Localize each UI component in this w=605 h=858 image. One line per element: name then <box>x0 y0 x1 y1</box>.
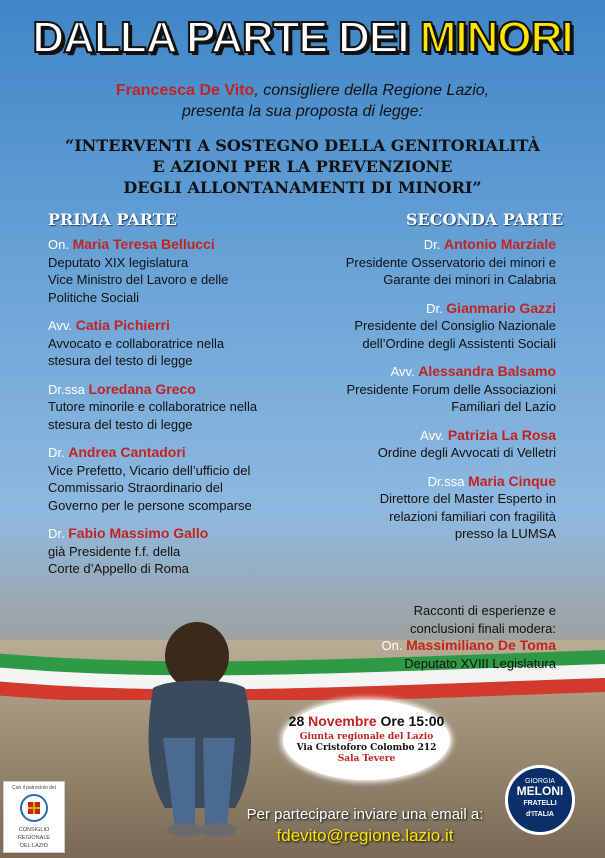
speaker-title: Avv. <box>420 427 448 443</box>
speaker-title: Avv. <box>48 318 76 333</box>
speaker-role-line: Politiche Sociali <box>48 289 140 305</box>
speaker-name: Patrizia La Rosa <box>447 426 556 443</box>
speaker-name: Alessandra Balsamo <box>418 363 556 379</box>
speaker-title: Dr. <box>48 445 69 460</box>
intro <box>0 80 605 122</box>
speaker-entry <box>48 317 298 370</box>
patrocinio-org1: CONSIGLIO <box>18 827 50 833</box>
speaker-title: Dr.ssa <box>427 473 469 489</box>
patrocinio-logo <box>3 781 65 853</box>
badge-line2: MELONI <box>516 784 564 798</box>
speaker-role-line: stesura del testo di legge <box>48 353 193 368</box>
speaker-role-line: Deputato XIX legislatura <box>48 254 189 270</box>
event-room: Sala Tevere <box>337 754 396 764</box>
moderator-intro1: Racconti di esperienze e <box>413 603 556 618</box>
speaker-title: Dr. <box>426 300 447 316</box>
speaker-name: Catia Pichierri <box>75 317 170 333</box>
moderator-title: On. <box>381 638 403 653</box>
speaker-role-line: Avvocato e collaboratrice nella <box>48 335 225 351</box>
speaker-role-line: Commissario Straordinario del <box>48 480 223 495</box>
badge-line4: d'ITALIA <box>526 811 554 818</box>
speaker-entry <box>48 444 298 514</box>
badge-line3: FRATELLI <box>523 800 557 807</box>
moderator-name: Massimiliano De Toma <box>406 637 556 653</box>
law-title <box>0 135 605 198</box>
speaker-role-line: dell’Ordine degli Assistenti Sociali <box>362 335 556 351</box>
speaker-role-line: Vice Ministro del Lavoro e delle <box>48 272 229 287</box>
patrocinio-label: Con il patrocinio del <box>12 785 56 791</box>
speaker-title: Dr. <box>423 237 444 252</box>
law-title-line2: E AZIONI PER LA PREVENZIONE <box>152 157 453 176</box>
contact-email[interactable]: fdevito@regione.lazio.it <box>276 826 454 845</box>
speaker-entry <box>48 525 298 578</box>
title-part1: DALLA PARTE DEI <box>32 13 420 62</box>
sad-child-illustration <box>135 618 265 838</box>
speaker-name: Andrea Cantadori <box>68 444 186 460</box>
event-day: 28 <box>288 713 305 729</box>
patrocinio-org2: REGIONALE <box>17 835 51 841</box>
presenter-name: Francesca De Vito <box>115 82 255 99</box>
speaker-title: Avv. <box>390 364 419 379</box>
speaker-role-line: presso la LUMSA <box>454 526 556 541</box>
event-address: Via Cristoforo Colombo 212 <box>296 743 437 753</box>
prima-parte-heading: PRIMA PARTE <box>48 210 177 229</box>
speaker-role-line: Corte d’Appello di Roma <box>48 561 189 576</box>
speaker-name: Maria Teresa Bellucci <box>72 236 215 252</box>
speaker-role-line: stesura del testo di legge <box>48 416 193 432</box>
seconda-parte-speakers <box>318 236 556 554</box>
speaker-role-line: già Presidente f.f. della <box>48 543 181 559</box>
event-month: Novembre <box>308 713 377 729</box>
event-venue: Giunta regionale del Lazio <box>299 732 434 742</box>
speaker-name: Gianmario Gazzi <box>446 299 556 316</box>
speaker-entry <box>318 300 556 353</box>
speaker-entry <box>318 236 556 289</box>
intro-line2: presenta la sua proposta di legge: <box>181 103 424 120</box>
speaker-entry <box>48 236 298 306</box>
speaker-role-line: Garante dei minori in Calabria <box>383 272 556 287</box>
law-title-line1: “INTERVENTI A SOSTEGNO DELLA GENITORIALITÀ <box>64 136 540 155</box>
speaker-role-line: Ordine degli Avvocati di Velletri <box>377 445 556 460</box>
seconda-parte-heading: SECONDA PARTE <box>406 210 564 229</box>
contact-cta: Per partecipare inviare una email a: <box>246 806 484 823</box>
badge-line1: GIORGIA <box>525 778 555 785</box>
speaker-role-line: Presidente del Consiglio Nazionale <box>354 318 556 333</box>
speaker-name: Loredana Greco <box>88 380 196 397</box>
speaker-title: Dr. <box>48 526 69 541</box>
speaker-role-line: Direttore del Master Esperto in <box>379 491 556 506</box>
speaker-role-line: relazioni familiari con fragilità <box>389 508 556 524</box>
presenter-role: , consigliere della Regione Lazio, <box>254 82 490 99</box>
speaker-name: Maria Cinque <box>468 472 556 489</box>
page-title <box>0 8 605 68</box>
law-title-line3: DEGLI ALLONTANAMENTI DI MINORI” <box>123 178 482 197</box>
party-logo <box>505 765 575 835</box>
speaker-role-line: Familiari del Lazio <box>451 399 556 414</box>
speaker-role-line: Presidente Forum delle Associazioni <box>346 381 556 397</box>
speaker-entry <box>318 363 556 416</box>
speaker-name: Antonio Marziale <box>443 236 556 252</box>
prima-parte-speakers <box>48 236 298 589</box>
speaker-role-line: Vice Prefetto, Vicario dell’ufficio del <box>48 462 251 478</box>
speaker-entry <box>48 381 298 434</box>
moderator-block <box>318 602 556 672</box>
event-info-oval <box>283 700 450 780</box>
speaker-name: Fabio Massimo Gallo <box>68 525 209 541</box>
speaker-role-line: Governo per le persone scomparse <box>48 497 252 513</box>
speaker-title: On. <box>48 237 73 252</box>
event-time: 15:00 <box>408 713 445 729</box>
speaker-role-line: Presidente Osservatorio dei minori e <box>345 254 556 270</box>
speaker-entry <box>318 473 556 543</box>
speaker-title: Dr.ssa <box>48 381 89 397</box>
speaker-role-line: Tutore minorile e collaboratrice nella <box>48 399 258 414</box>
moderator-role: Deputato XVIII Legislatura <box>404 655 556 671</box>
moderator-intro2: conclusioni finali modera: <box>410 620 556 636</box>
patrocinio-org3: DEL LAZIO <box>20 843 48 849</box>
event-time-label: Ore <box>380 713 405 729</box>
speaker-entry <box>318 427 556 462</box>
title-highlight: MINORI <box>419 13 573 62</box>
regional-emblem-icon <box>19 793 49 823</box>
